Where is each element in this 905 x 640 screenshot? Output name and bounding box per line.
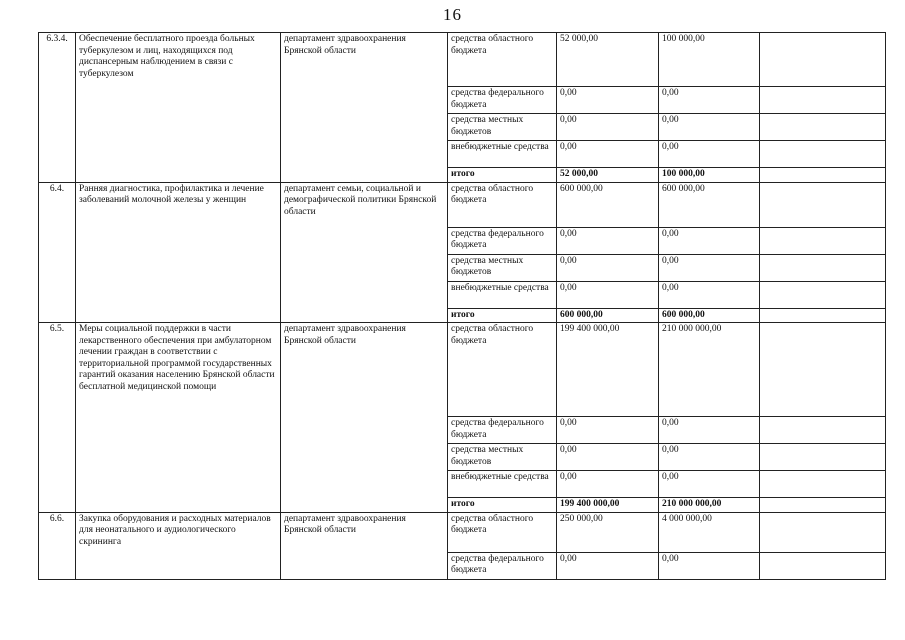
empty-cell xyxy=(760,227,886,254)
item-name: Обеспечение бесплатного проезда больных туберкулезом и лиц, находящихся под диспансерным наблюдением в связи с туберкулезом xyxy=(76,33,281,183)
amount-year-2: 0,00 xyxy=(659,444,760,471)
funding-source-federal: средства федерального бюджета xyxy=(448,227,557,254)
total-year-1: 199 400 000,00 xyxy=(557,498,659,513)
amount-year-1: 0,00 xyxy=(557,141,659,168)
amount-year-2: 0,00 xyxy=(659,281,760,308)
amount-year-1: 199 400 000,00 xyxy=(557,323,659,417)
funding-source-extra: внебюджетные средства xyxy=(448,471,557,498)
total-year-1: 600 000,00 xyxy=(557,308,659,323)
funding-source-oblast: средства областного бюджета xyxy=(448,512,557,552)
amount-year-2: 0,00 xyxy=(659,254,760,281)
amount-year-1: 0,00 xyxy=(557,227,659,254)
funding-source-extra: внебюджетные средства xyxy=(448,141,557,168)
page-number: 16 xyxy=(443,5,462,24)
item-executor: департамент здравоохранения Брянской области xyxy=(281,323,448,513)
amount-year-1: 52 000,00 xyxy=(557,33,659,87)
empty-cell xyxy=(760,444,886,471)
funding-source-oblast: средства областного бюджета xyxy=(448,33,557,87)
amount-year-2: 0,00 xyxy=(659,114,760,141)
amount-year-1: 0,00 xyxy=(557,87,659,114)
amount-year-2: 0,00 xyxy=(659,471,760,498)
amount-year-1: 0,00 xyxy=(557,281,659,308)
item-executor: департамент здравоохранения Брянской области xyxy=(281,33,448,183)
amount-year-1: 0,00 xyxy=(557,552,659,579)
empty-cell xyxy=(760,308,886,323)
funding-source-federal: средства федерального бюджета xyxy=(448,417,557,444)
funding-source-federal: средства федерального бюджета xyxy=(448,87,557,114)
amount-year-2: 600 000,00 xyxy=(659,182,760,227)
total-year-1: 52 000,00 xyxy=(557,168,659,183)
amount-year-2: 0,00 xyxy=(659,227,760,254)
total-label: итого xyxy=(448,498,557,513)
item-name: Меры социальной поддержки в части лекарственного обеспечения при амбулаторном лечении граждан в соответствии с территориальной программой государственных гарантий оказания населению Брянской области бесплатной медицинской помощи xyxy=(76,323,281,513)
total-label: итого xyxy=(448,168,557,183)
funding-source-oblast: средства областного бюджета xyxy=(448,323,557,417)
item-executor: департамент здравоохранения Брянской области xyxy=(281,512,448,579)
amount-year-1: 600 000,00 xyxy=(557,182,659,227)
empty-cell xyxy=(760,498,886,513)
total-label: итого xyxy=(448,308,557,323)
amount-year-1: 0,00 xyxy=(557,114,659,141)
item-name: Закупка оборудования и расходных материалов для неонатального и аудиологического скрининга xyxy=(76,512,281,579)
amount-year-1: 0,00 xyxy=(557,471,659,498)
item-number: 6.4. xyxy=(39,182,76,323)
amount-year-2: 210 000 000,00 xyxy=(659,323,760,417)
empty-cell xyxy=(760,182,886,227)
empty-cell xyxy=(760,168,886,183)
empty-cell xyxy=(760,323,886,417)
empty-cell xyxy=(760,512,886,552)
empty-cell xyxy=(760,281,886,308)
table-row xyxy=(39,33,886,87)
empty-cell xyxy=(760,141,886,168)
item-name: Ранняя диагностика, профилактика и лечение заболеваний молочной железы у женщин xyxy=(76,182,281,323)
amount-year-2: 4 000 000,00 xyxy=(659,512,760,552)
amount-year-2: 0,00 xyxy=(659,552,760,579)
funding-source-local: средства местных бюджетов xyxy=(448,254,557,281)
amount-year-2: 0,00 xyxy=(659,141,760,168)
amount-year-1: 250 000,00 xyxy=(557,512,659,552)
item-executor: департамент семьи, социальной и демографической политики Брянской области xyxy=(281,182,448,323)
total-year-2: 600 000,00 xyxy=(659,308,760,323)
empty-cell xyxy=(760,114,886,141)
amount-year-2: 0,00 xyxy=(659,87,760,114)
amount-year-1: 0,00 xyxy=(557,444,659,471)
funding-source-local: средства местных бюджетов xyxy=(448,444,557,471)
empty-cell xyxy=(760,254,886,281)
empty-cell xyxy=(760,471,886,498)
table-row xyxy=(39,182,886,227)
item-number: 6.3.4. xyxy=(39,33,76,183)
item-number: 6.5. xyxy=(39,323,76,513)
table-row xyxy=(39,323,886,417)
empty-cell xyxy=(760,87,886,114)
funding-source-federal: средства федерального бюджета xyxy=(448,552,557,579)
funding-source-oblast: средства областного бюджета xyxy=(448,182,557,227)
amount-year-1: 0,00 xyxy=(557,254,659,281)
amount-year-2: 0,00 xyxy=(659,417,760,444)
total-year-2: 100 000,00 xyxy=(659,168,760,183)
table-row xyxy=(39,512,886,552)
amount-year-1: 0,00 xyxy=(557,417,659,444)
item-number: 6.6. xyxy=(39,512,76,579)
empty-cell xyxy=(760,417,886,444)
amount-year-2: 100 000,00 xyxy=(659,33,760,87)
program-budget-table xyxy=(38,32,886,580)
empty-cell xyxy=(760,552,886,579)
empty-cell xyxy=(760,33,886,87)
total-year-2: 210 000 000,00 xyxy=(659,498,760,513)
funding-source-local: средства местных бюджетов xyxy=(448,114,557,141)
funding-source-extra: внебюджетные средства xyxy=(448,281,557,308)
